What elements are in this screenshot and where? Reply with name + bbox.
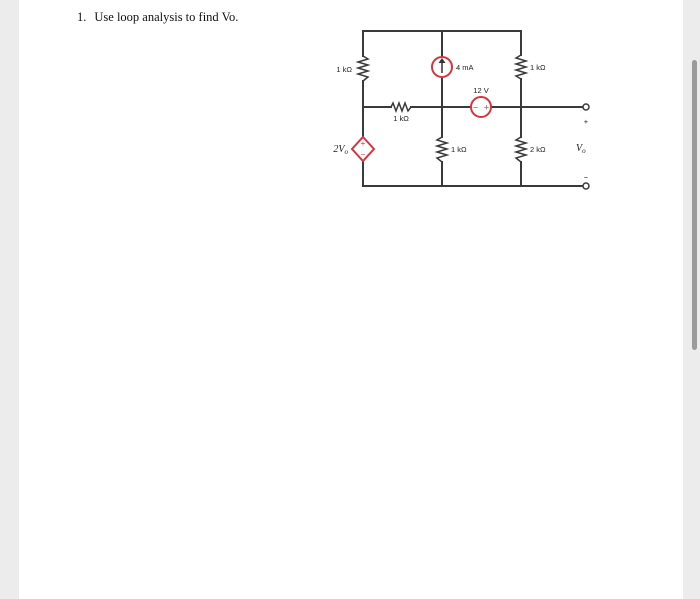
resistor-center: [437, 137, 447, 162]
svg-text:+: +: [360, 139, 366, 148]
resistor-middle-horizontal: [391, 103, 411, 111]
dependent-voltage-source: [352, 137, 374, 161]
label-dependent-source: $2V_o$: [333, 144, 348, 156]
question-number: 1.: [77, 10, 87, 24]
label-current-source: 4 mA: [456, 63, 474, 72]
resistor-top-right: [516, 55, 526, 79]
label-r-top-left: 1 kΩ: [336, 65, 352, 74]
output-terminal-positive: [583, 104, 589, 110]
label-output-voltage: $V_o$: [576, 143, 586, 155]
label-voltage-source: 12 V: [473, 86, 489, 95]
svg-text:−: −: [360, 150, 366, 159]
label-r-center: 1 kΩ: [451, 145, 467, 154]
label-r-right: 2 kΩ: [530, 145, 546, 154]
label-output-minus: −: [583, 173, 589, 182]
svg-text:−: −: [472, 102, 479, 113]
voltage-source: [471, 97, 491, 117]
svg-text:+: +: [483, 102, 490, 113]
label-r-middle: 1 kΩ: [393, 114, 409, 123]
resistor-top-left: [358, 56, 368, 81]
question-text: Use loop analysis to find Vo.: [94, 10, 239, 24]
resistor-right: [516, 137, 526, 162]
current-source: [432, 57, 452, 77]
label-output-plus: +: [583, 117, 589, 126]
scrollbar-thumb[interactable]: [692, 60, 697, 350]
output-terminal-negative: [583, 183, 589, 189]
label-r-top-right: 1 kΩ: [530, 63, 546, 72]
vertical-scrollbar[interactable]: [689, 0, 700, 599]
